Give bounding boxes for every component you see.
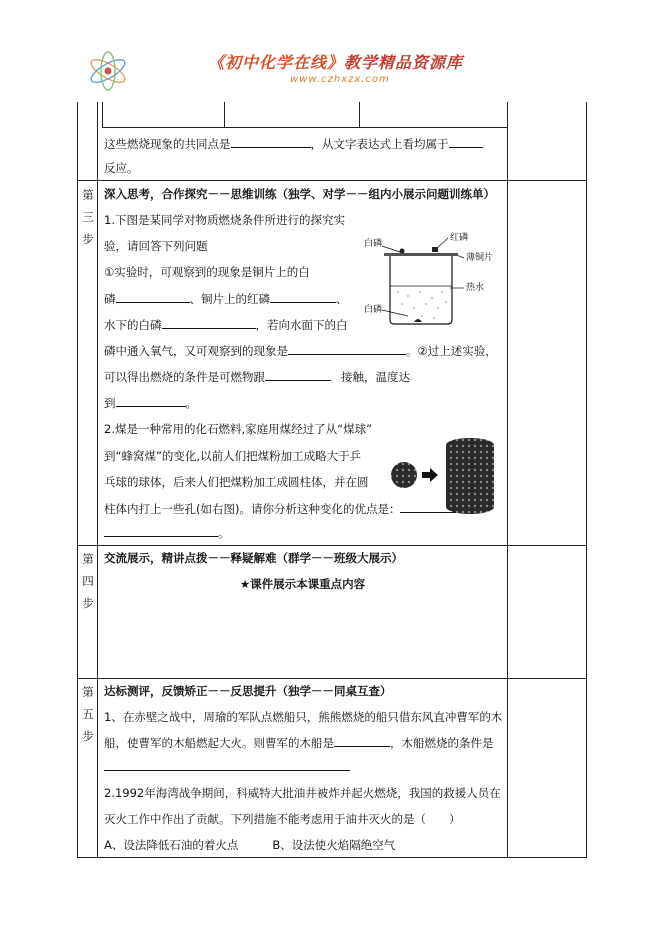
answer-blank[interactable] [270,291,336,303]
q1-l4b: 、铜片上的红磷 [189,292,270,306]
step-4-subtitle: ★课件展示本课重点内容 [239,577,366,591]
briquette-body [446,445,494,507]
top-line-1a: 这些燃烧现象的共同点是 [104,137,231,151]
step-3-label [78,184,98,250]
q1-line-5 [104,317,348,333]
brand-sub: 教学精品资源库 [344,53,464,72]
q2-l5: 。 [218,526,230,540]
page-header [78,42,586,102]
q1-l5a: 水下的白磷 [104,318,162,332]
brand-url: www.czhxzx.com [290,74,390,85]
coal-briquette-figure [388,437,498,515]
q1-l8a: 到 [104,396,116,410]
q1-line-2: 验，请回答下列问题 [104,239,208,253]
option-a[interactable]: A、设法降低石油的着火点 [104,838,239,852]
q1-l7b: 接触，温度达 [341,370,410,384]
top-line-1 [104,136,483,152]
answer-blank[interactable] [116,291,190,303]
q1-l5b: ，若向水面下的白 [255,318,348,332]
step-4-char: 第 [82,552,94,566]
q2-line-5 [104,525,230,541]
label-white-p-top: 白磷 [364,239,383,249]
white-phosphorus-underwater [414,319,422,322]
top-line-1b: ，从文字表达式上看均属于 [310,137,449,151]
step-4-title: 交流展示，精讲点拨－－释疑解难（群学－－班级大展示） [104,551,403,565]
q2-l4: 柱体内打上一些孔(如右图)。请你分析这种变化的优点是： [104,502,401,516]
q1-l4c: 、 [336,292,348,306]
q2-line-3: 乓球的球体，后来人们把煤粉加工成圆柱体，并在圆 [104,475,369,489]
arrow-right-icon [422,468,438,482]
q1-line-7 [104,369,410,385]
label-hot-water: 热水 [466,283,485,293]
red-phosphorus [432,247,438,252]
answer-blank[interactable] [449,136,483,148]
briquette-bottom [446,500,494,514]
q1-line-6 [104,343,497,359]
answer-blank[interactable] [288,343,406,355]
step-3-char: 第 [82,188,94,202]
label-red-p: 红磷 [450,233,469,243]
q1-l8b: 。 [185,396,197,410]
step-4-char: 四 [82,574,94,588]
inner-table-row [102,102,508,128]
row-divider [78,678,586,679]
answer-blank[interactable] [334,735,390,747]
q1-line-3: ①实验时，可观察到的现象是铜片上的白 [104,265,310,279]
copper-sheet [384,253,458,256]
answer-blank[interactable] [162,317,256,329]
col-divider-right [507,102,508,857]
q1-l6b: 。②过上述实验， [406,344,497,358]
step-3-title: 深入思考，合作探究－－思维训练（独学、对学－－组内小展示问题训练单） [104,187,495,201]
coal-ball [391,462,417,488]
step-4-char: 步 [82,596,94,610]
brand-title [208,50,463,73]
answer-blank[interactable] [116,395,186,407]
q1-l4a: 磷 [104,292,116,306]
label-white-p-bottom: 白磷 [364,305,383,315]
q1-line-8 [104,395,197,411]
s5-q1-l2a: 船，使曹军的木船燃起大火。则曹军的木船是 [104,736,334,750]
water-dots [397,291,446,318]
s5-q2-options [104,837,395,853]
s5-q2-line-2: 灭火工作中作出了贡献。下列措施不能考虑用于油井灭火的是（ ） [104,812,461,826]
q1-line-1: 1.下图是某同学对物质燃烧条件所进行的探究实 [104,213,345,227]
label-copper: 薄铜片 [466,253,494,263]
step-5-char: 步 [82,729,94,743]
q2-line-2: 到“蜂窝煤”的变化,以前人们把煤粉加工成略大于乒 [104,449,362,463]
worksheet-table [77,102,587,858]
answer-blank[interactable] [104,759,350,771]
step-5-char: 第 [82,685,94,699]
answer-blank[interactable] [265,369,331,381]
step-5-label [78,681,98,747]
q1-l7a: 可以得出燃烧的条件是可燃物跟 [104,370,265,384]
step-5-title: 达标测评，反馈矫正－－反思提升（独学－－同桌互查） [104,684,392,698]
brand-main: 《初中化学在线》 [208,53,345,72]
inner-divider-2 [359,102,360,127]
q2-line-1: 2.煤是一种常用的化石燃料,家庭用煤经过了从“煤球” [104,422,373,436]
leader-line [382,246,400,252]
s5-q1-line-1: 1、在赤壁之战中，周瑜的军队点燃船只，熊熊燃烧的船只借东风直冲曹军的木 [104,710,503,724]
step-5-char: 五 [82,707,94,721]
s5-q1-line-2 [104,735,494,751]
top-line-2: 反应。 [104,161,139,175]
beaker-experiment-figure [362,230,502,330]
leader-line [382,310,408,316]
step-3-char: 三 [82,210,94,224]
answer-blank[interactable] [231,136,311,148]
step-4-label [78,548,98,614]
option-b[interactable]: B、设法使火焰隔绝空气 [272,838,396,852]
s5-q1-l2b: ，木船燃烧的条件是 [390,736,494,750]
answer-blank[interactable] [104,525,218,537]
s5-q1-line-3 [104,759,350,774]
inner-divider-1 [224,102,225,127]
q1-line-4 [104,291,348,307]
row-divider [78,545,586,546]
row-divider [78,180,586,181]
q1-l6a: 磷中通入氧气，又可观察到的现象是 [104,344,288,358]
atom-logo-icon [86,46,130,96]
step-3-char: 步 [82,232,94,246]
s5-q2-line-1: 2.1992年海湾战争期间，科威特大批油井被炸并起火燃烧，我国的救援人员在 [104,786,501,800]
white-phosphorus-top [400,249,405,254]
